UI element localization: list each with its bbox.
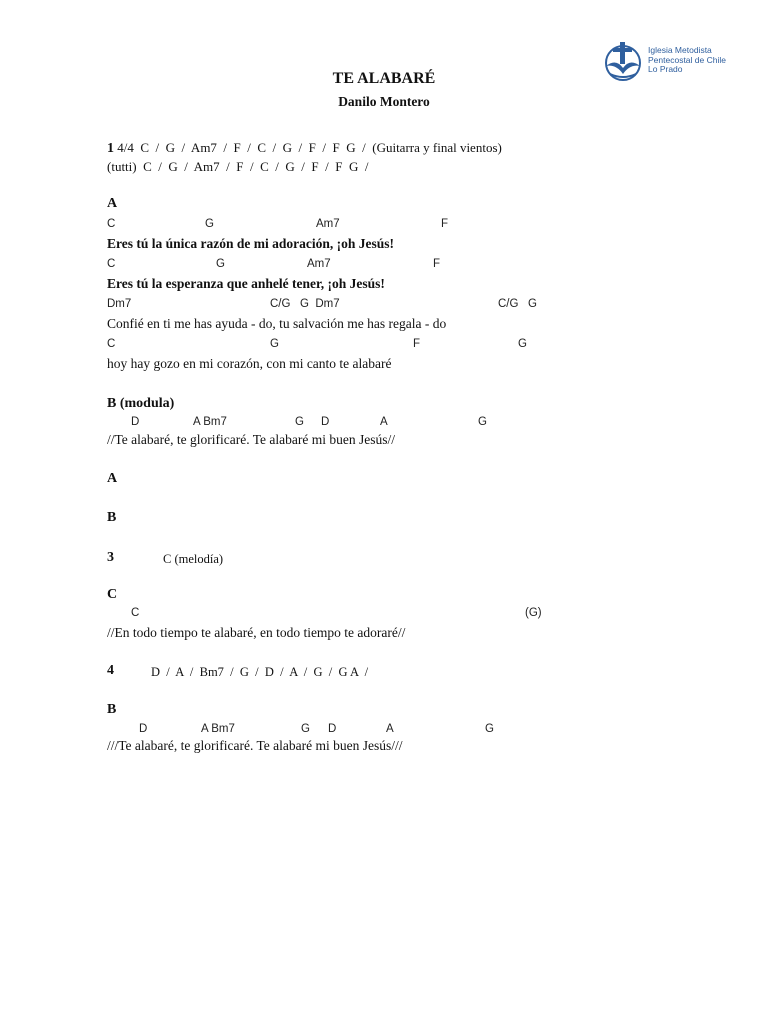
section-b-label: B (modula) — [107, 396, 175, 411]
chord: F — [441, 218, 449, 230]
chord: G — [216, 258, 225, 270]
chord: D — [328, 723, 337, 735]
chord: G — [518, 338, 527, 350]
lyric-line: Eres tú la esperanza que anhelé tener, ¡oh Jesús! — [107, 276, 385, 291]
chord: Dm7 — [107, 298, 132, 310]
chord: (G) — [525, 607, 542, 619]
chord: D — [321, 416, 330, 428]
part-4-progression: D / A / Bm7 / G / D / A / G / G A / — [151, 665, 369, 679]
final-b-label: B — [107, 702, 117, 717]
part-4-number: 4 — [107, 663, 114, 678]
chord: G — [270, 338, 279, 350]
chord: Am7 — [307, 258, 331, 270]
intro-progression-1: 4/4 C / G / Am7 / F / C / G / F / F G / (Guitarra y final vientos) — [114, 140, 502, 155]
chord: C/G G Dm7 — [270, 298, 340, 310]
chord: G — [295, 416, 304, 428]
chord: G — [478, 416, 487, 428]
chord: A — [386, 723, 394, 735]
intro-number: 1 — [107, 141, 114, 156]
lyric-line: //Te alabaré, te glorificaré. Te alabaré mi buen Jesús// — [107, 432, 395, 447]
lyric-line: Eres tú la única razón de mi adoración, ¡oh Jesús! — [107, 236, 395, 251]
section-a-label: A — [107, 196, 118, 211]
intro-progression-2: (tutti) C / G / Am7 / F / C / G / F / F G / — [107, 159, 369, 174]
chord: A Bm7 — [193, 416, 227, 428]
section-c-label: C — [107, 587, 118, 602]
chord: G — [485, 723, 494, 735]
repeat-a-label: A — [107, 471, 118, 486]
chord: Am7 — [316, 218, 340, 230]
chord: G — [301, 723, 310, 735]
chord: A — [380, 416, 388, 428]
intro-line-1 — [107, 140, 502, 157]
lyric-line: Confié en ti me has ayuda - do, tu salvación me has regala - do — [107, 316, 447, 331]
chord: F — [433, 258, 441, 270]
part-3-text: C (melodía) — [163, 552, 224, 566]
chord: D — [139, 723, 148, 735]
song-author: Danilo Montero — [338, 94, 430, 109]
lyric-line: hoy hay gozo en mi corazón, con mi canto te alabaré — [107, 356, 392, 371]
repeat-b-label: B — [107, 510, 117, 525]
chord: F — [413, 338, 421, 350]
chord: C — [107, 258, 116, 270]
song-title: TE ALABARÉ — [332, 70, 436, 87]
chord: D — [131, 416, 140, 428]
lyric-line: ///Te alabaré, te glorificaré. Te alabaré mi buen Jesús/// — [107, 738, 403, 753]
lyric-line: //En todo tiempo te alabaré, en todo tiempo te adoraré// — [107, 625, 406, 640]
chord: C/G G — [498, 298, 537, 310]
logo-line-2: Pentecostal de Chile — [648, 54, 726, 65]
chord: C — [107, 338, 116, 350]
logo-line-3: Lo Prado — [648, 64, 683, 74]
chord: A Bm7 — [201, 723, 235, 735]
chord: C — [131, 607, 140, 619]
logo-line-1: Iglesia Metodista — [648, 45, 712, 55]
part-3-number: 3 — [107, 550, 114, 565]
chord: C — [107, 218, 116, 230]
chord: G — [205, 218, 214, 230]
